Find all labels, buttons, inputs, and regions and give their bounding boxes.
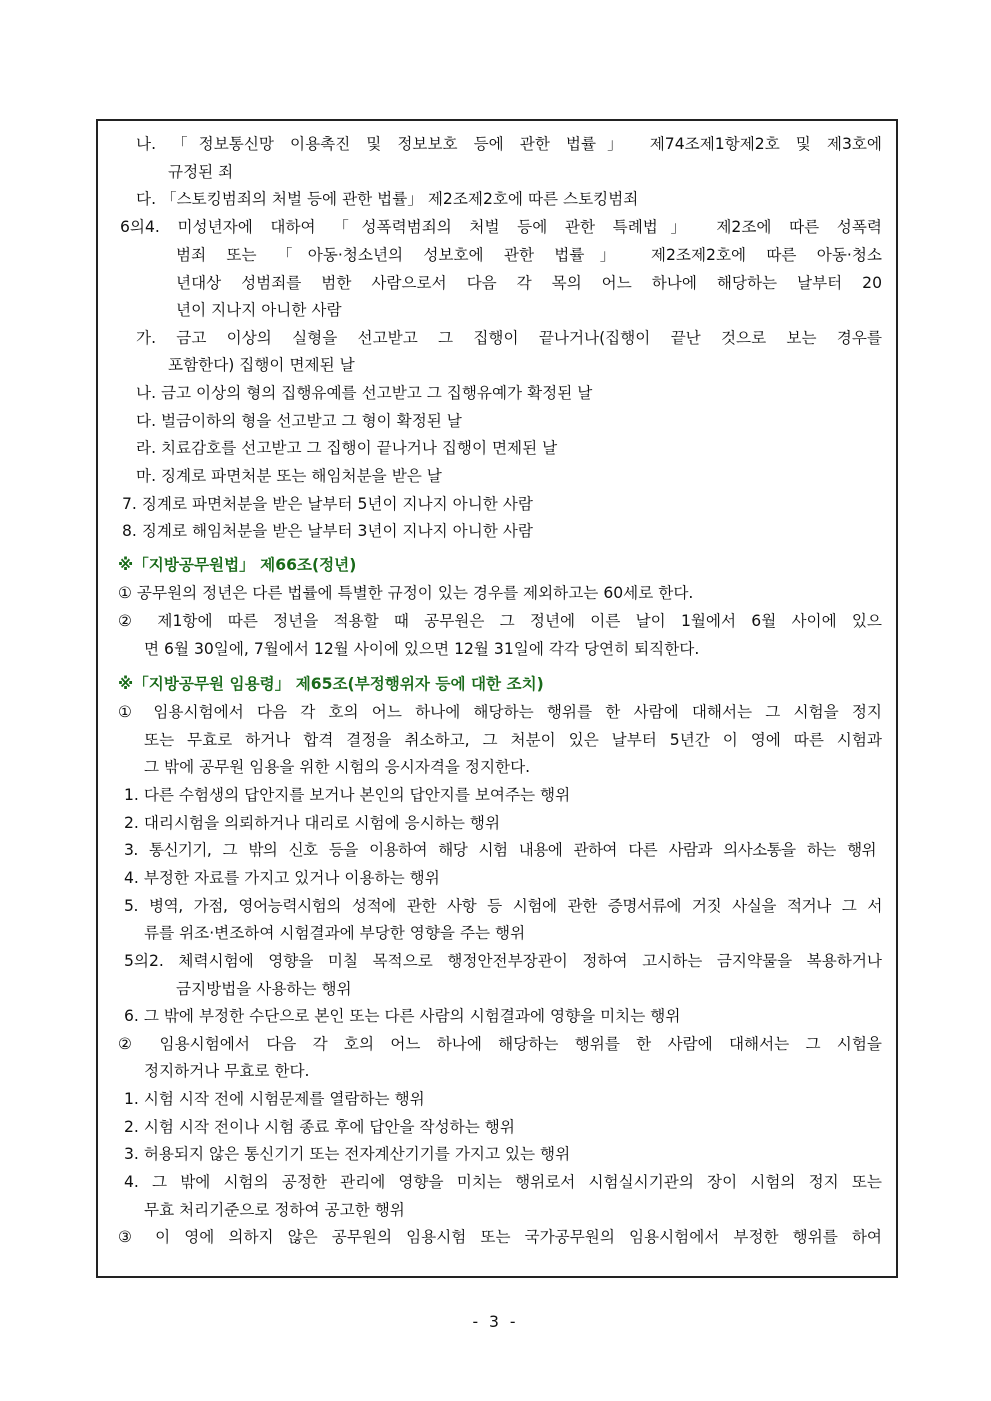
text-line: ① 임용시험에서 다음 각 호의 어느 하나에 해당하는 행위를 한 사람에 대해서는 그 시험을 정지 [118,703,882,721]
section-heading: ※「지방공무원법」 제66조(정년) [118,556,357,574]
text-line: ① 공무원의 정년은 다른 법률에 특별한 규정이 있는 경우를 제외하고는 60세로 한다. [118,584,694,602]
text-line: 나. 「정보통신망 이용촉진 및 정보보호 등에 관한 법률」 제74조제1항제2호 및 제3호에 [136,135,882,153]
text-line: 년이 지나지 아니한 사람 [176,301,342,319]
text-line: ② 임용시험에서 다음 각 호의 어느 하나에 해당하는 행위를 한 사람에 대해서는 그 시험을 [118,1035,882,1053]
text-line: 무효 처리기준으로 정하여 공고한 행위 [144,1201,405,1219]
text-line: 8. 징계로 해임처분을 받은 날부터 3년이 지나지 아니한 사람 [122,522,533,540]
text-line: 면 6월 30일에, 7월에서 12월 사이에 있으면 12월 31일에 각각 당연히 퇴직한다. [144,640,700,658]
text-line: 규정된 죄 [168,163,234,181]
text-line: 1. 다른 수험생의 답안지를 보거나 본인의 답안지를 보여주는 행위 [124,786,571,804]
text-line: 가. 금고 이상의 실형을 선고받고 그 집행이 끝나거나(집행이 끝난 것으로 보는 경우를 [136,329,882,347]
text-line: 4. 부정한 자료를 가지고 있거나 이용하는 행위 [124,869,440,887]
section-heading: ※「지방공무원 임용령」 제65조(부정행위자 등에 대한 조치) [118,675,544,693]
text-line: 2. 대리시험을 의뢰하거나 대리로 시험에 응시하는 행위 [124,814,501,832]
text-line: 다. 「스토킹범죄의 처벌 등에 관한 법률」 제2조제2호에 따른 스토킹범죄 [136,190,639,208]
text-line: 년대상 성범죄를 범한 사람으로서 다음 각 목의 어느 하나에 해당하는 날부터 20 [176,274,882,292]
text-line: 범죄 또는 「아동·청소년의 성보호에 관한 법률」 제2조제2호에 따른 아동·청소 [176,246,882,264]
text-line: 정지하거나 무효로 한다. [144,1062,310,1080]
text-line: 6. 그 밖에 부정한 수단으로 본인 또는 다른 사람의 시험결과에 영향을 미치는 행위 [124,1007,681,1025]
text-line: 다. 벌금이하의 형을 선고받고 그 형이 확정된 날 [136,412,462,430]
text-line: 마. 징계로 파면처분 또는 해임처분을 받은 날 [136,467,442,485]
text-line: 6의4. 미성년자에 대하여 「성폭력범죄의 처벌 등에 관한 특례법」 제2조에 따른 성폭력 [120,218,882,236]
text-line: 3. 허용되지 않은 통신기기 또는 전자계산기기를 가지고 있는 행위 [124,1145,571,1163]
text-line: 5의2. 체력시험에 영향을 미칠 목적으로 행정안전부장관이 정하여 고시하는 금지약물을 복용하거나 [124,952,882,970]
text-line: 또는 무효로 하거나 합격 결정을 취소하고, 그 처분이 있은 날부터 5년간 이 영에 따른 시험과 [144,731,882,749]
text-line: 그 밖에 공무원 임용을 위한 시험의 응시자격을 정지한다. [144,758,531,776]
text-line: ② 제1항에 따른 정년을 적용할 때 공무원은 그 정년에 이른 날이 1월에서 6월 사이에 있으 [118,612,882,630]
text-line: 1. 시험 시작 전에 시험문제를 열람하는 행위 [124,1090,425,1108]
text-line: 포함한다) 집행이 면제된 날 [168,356,355,374]
text-line: ③ 이 영에 의하지 않은 공무원의 임용시험 또는 국가공무원의 임용시험에서 부정한 행위를 하여 [118,1228,882,1246]
text-line: 2. 시험 시작 전이나 시험 종료 후에 답안을 작성하는 행위 [124,1118,515,1136]
text-line: 금지방법을 사용하는 행위 [176,980,352,998]
text-line: 5. 병역, 가점, 영어능력시험의 성적에 관한 사항 등 시험에 관한 증명서류에 거짓 사실을 적거나 그 서 [124,897,882,915]
page-number: - 3 - [472,1313,519,1331]
text-line: 나. 금고 이상의 형의 집행유예를 선고받고 그 집행유예가 확정된 날 [136,384,593,402]
content-box [96,119,898,1278]
text-line: 라. 치료감호를 선고받고 그 집행이 끝나거나 집행이 면제된 날 [136,439,558,457]
text-line: 7. 징계로 파면처분을 받은 날부터 5년이 지나지 아니한 사람 [122,495,533,513]
text-line: 3. 통신기기, 그 밖의 신호 등을 이용하여 해당 시험 내용에 관하여 다른 사람과 의사소통을 하는 행위 [124,841,876,859]
text-line: 류를 위조·변조하여 시험결과에 부당한 영향을 주는 행위 [144,924,526,942]
text-line: 4. 그 밖에 시험의 공정한 관리에 영향을 미치는 행위로서 시험실시기관의 장이 시험의 정지 또는 [124,1173,882,1191]
